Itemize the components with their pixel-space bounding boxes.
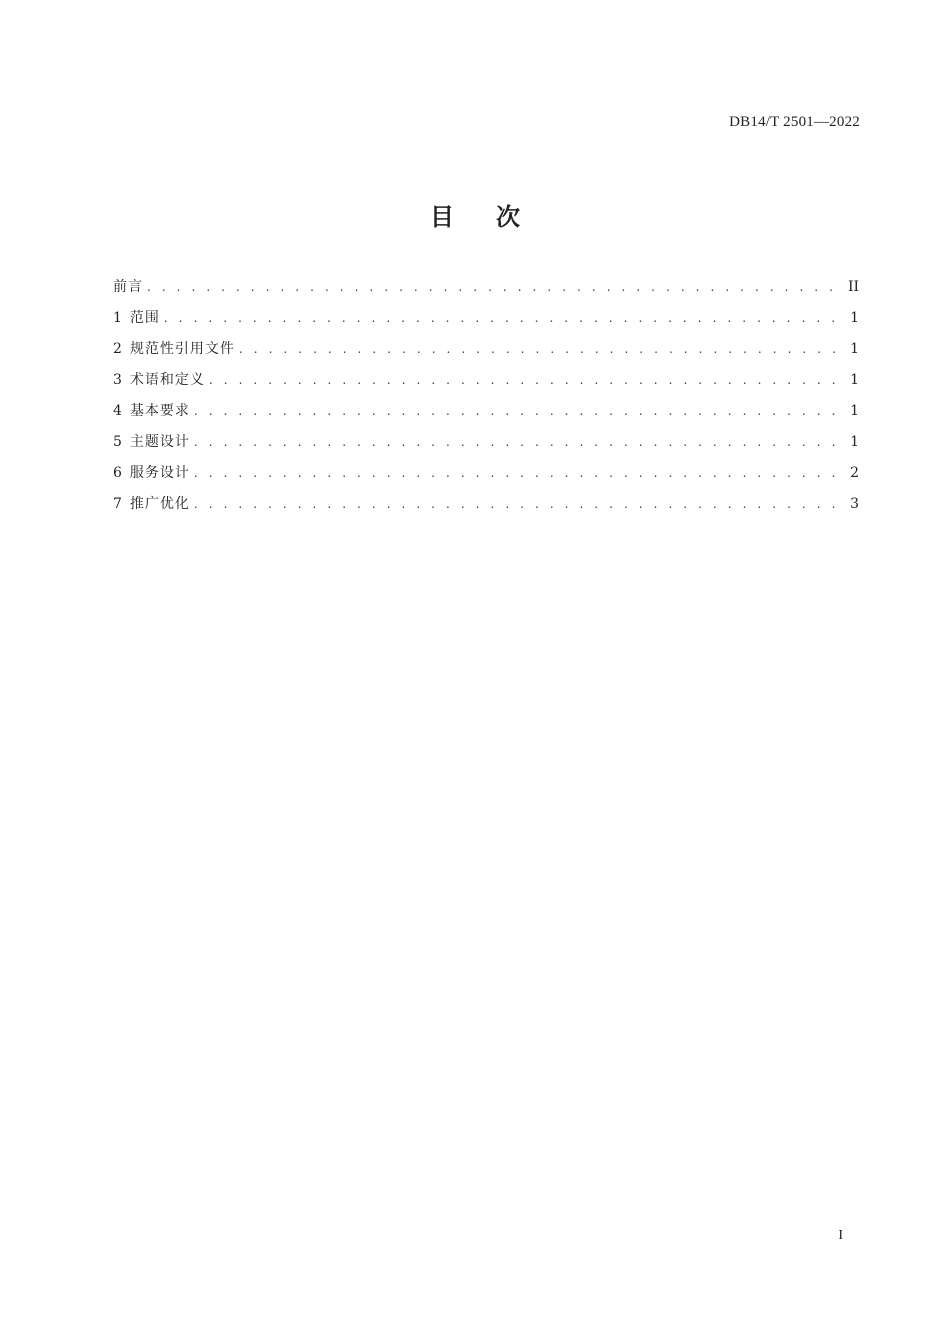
toc-entry-label: 服务设计 <box>129 465 190 481</box>
toc-dot-leader <box>147 276 842 298</box>
toc-entry-number: 3 <box>113 372 122 388</box>
toc-entry-scope[interactable] <box>113 307 859 338</box>
toc-entry-page: 3 <box>850 496 859 512</box>
toc-entry-number: 1 <box>113 310 122 326</box>
toc-entry-number: 6 <box>113 465 122 481</box>
toc-entry-page: 1 <box>850 341 859 357</box>
toc-dot-leader <box>239 338 843 360</box>
toc-entry-label: 基本要求 <box>129 403 190 419</box>
toc-dot-leader <box>209 369 843 391</box>
toc-entry-page: II <box>847 279 859 295</box>
toc-entry-page: 1 <box>850 372 859 388</box>
toc-entry-promotion-optimization[interactable] <box>113 493 859 524</box>
toc-entry-label: 规范性引用文件 <box>129 341 235 357</box>
toc-entry-normative-references[interactable] <box>113 338 859 369</box>
toc-title-part1: 目 <box>430 203 454 231</box>
toc-dot-leader <box>194 462 843 484</box>
toc-list <box>113 276 859 524</box>
toc-dot-leader <box>194 493 843 515</box>
toc-entry-number: 5 <box>113 434 122 450</box>
toc-title <box>0 197 950 232</box>
toc-entry-page: 1 <box>850 434 859 450</box>
toc-entry-theme-design[interactable] <box>113 431 859 462</box>
toc-entry-label: 推广优化 <box>129 496 190 512</box>
toc-entry-page: 2 <box>850 465 859 481</box>
toc-entry-label: 术语和定义 <box>129 372 205 388</box>
toc-entry-label: 主题设计 <box>129 434 190 450</box>
toc-title-part2: 次 <box>496 203 520 231</box>
toc-dot-leader <box>194 400 843 422</box>
document-code: DB14/T 2501—2022 <box>729 114 860 130</box>
toc-entry-label: 范围 <box>129 310 160 326</box>
toc-dot-leader <box>164 307 843 329</box>
toc-entry-number: 4 <box>113 403 122 419</box>
toc-entry-service-design[interactable] <box>113 462 859 493</box>
page-number: I <box>838 1228 843 1243</box>
toc-entry-terms-definitions[interactable] <box>113 369 859 400</box>
toc-entry-page: 1 <box>850 403 859 419</box>
toc-dot-leader <box>194 431 843 453</box>
toc-entry-page: 1 <box>850 310 859 326</box>
toc-entry-label: 前言 <box>113 279 143 295</box>
toc-entry-basic-requirements[interactable] <box>113 400 859 431</box>
toc-entry-number: 7 <box>113 496 122 512</box>
toc-entry-number: 2 <box>113 341 122 357</box>
toc-entry-foreword[interactable] <box>113 276 859 307</box>
